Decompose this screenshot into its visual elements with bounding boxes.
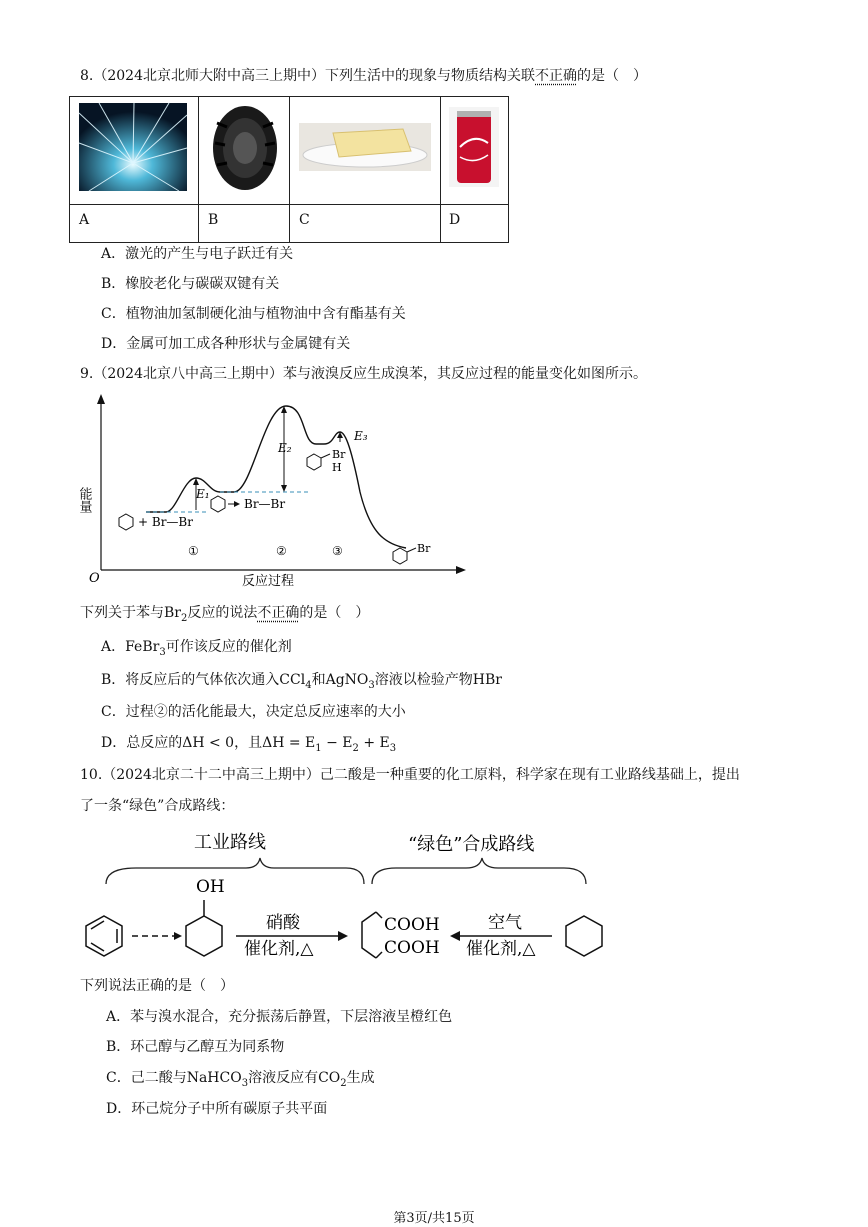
reactants-label: + Br—Br <box>138 515 193 529</box>
intermediate2-br-label: Br <box>332 448 346 461</box>
y-axis-label: 能量 <box>76 487 92 513</box>
intermediate2-h-label: H <box>332 461 342 474</box>
cyclohexane-icon <box>566 916 602 956</box>
green-brace <box>372 858 586 884</box>
butter-image <box>299 123 431 171</box>
q9-question: 下列关于苯与$Br_2$反应的说法不正确的是（ ） <box>80 605 370 624</box>
cooh-label-2: COOH <box>384 938 440 958</box>
e3-label: E₃ <box>354 429 368 443</box>
q8-option-b: B．橡胶老化与碳碳双键有关 <box>101 276 280 292</box>
synthesis-route-diagram <box>76 826 612 966</box>
q8-label-c: C <box>299 212 310 228</box>
q10-option-c: C．己二酸与NaHCO$_3$溶液反应有$CO_2$生成 <box>106 1070 375 1089</box>
q10-option-a: A．苯与溴水混合，充分振荡后静置，下层溶液呈橙红色 <box>106 1009 453 1025</box>
q9-option-d: D．总反应的ΔH < 0，且$\Delta H = E_1 - E_2 + E_3$ <box>101 735 397 754</box>
step-2-label: ② <box>276 544 287 558</box>
q9-option-a: A．FeBr$_3$可作该反应的催化剂 <box>101 639 292 658</box>
q10-option-b: B．环己醇与乙醇互为同系物 <box>106 1039 285 1055</box>
q8-option-c: C．植物油加氢制硬化油与植物油中含有酯基有关 <box>101 306 406 322</box>
q8-option-a: A．激光的产生与电子跃迁有关 <box>101 246 294 262</box>
reagent1-bottom: 催化剂,△ <box>244 939 314 959</box>
industrial-route-label: 工业路线 <box>194 832 266 853</box>
q10-stem-line2: 了一条“绿色”合成路线： <box>80 798 235 814</box>
product-label: Br <box>417 542 431 555</box>
q10-option-d: D．环己烷分子中所有碳原子共平面 <box>106 1101 328 1117</box>
q8-label-a: A <box>79 212 90 228</box>
reagent1-top: 硝酸 <box>266 913 300 933</box>
step-3-label: ③ <box>332 544 343 558</box>
cyclohexanol-icon <box>186 916 222 956</box>
page-footer: 第3页/共15页 <box>393 1211 475 1226</box>
q8-image-table <box>69 96 509 243</box>
green-route-label: “绿色”合成路线 <box>408 834 535 855</box>
e2-label: E₂ <box>278 441 292 455</box>
intermediate1-label: Br—Br <box>244 497 286 511</box>
q8-option-d: D．金属可加工成各种形状与金属键有关 <box>101 336 351 352</box>
industrial-brace <box>106 858 364 884</box>
q10-question: 下列说法正确的是（ ） <box>80 978 234 994</box>
q9-option-b: B．将反应后的气体依次通入CCl$_4$和AgNO$_3$溶液以检验产物HBr <box>101 672 502 691</box>
q9-option-c: C．过程②的活化能最大，决定总反应速率的大小 <box>101 704 406 720</box>
q8-emphasis: 不正确 <box>535 68 577 84</box>
step-1-label: ① <box>188 544 199 558</box>
adipic-acid-skeleton <box>362 912 376 958</box>
q8-label-b: B <box>208 212 219 228</box>
cooh-label-1: COOH <box>384 915 440 935</box>
reagent2-top: 空气 <box>488 913 522 933</box>
q10-stem-line1: 10.（2024北京二十二中高三上期中）己二酸是一种重要的化工原料，科学家在现有工业路线基础上，提出 <box>80 767 740 783</box>
cola-can-image <box>449 107 499 187</box>
laser-image <box>79 103 187 191</box>
oh-label: OH <box>196 877 225 897</box>
e1-label: E₁ <box>196 487 210 501</box>
x-axis-label: 反应过程 <box>242 574 295 589</box>
tire-image <box>209 103 281 193</box>
q8-label-d: D <box>449 212 461 228</box>
reagent2-bottom: 催化剂,△ <box>466 939 536 959</box>
energy-diagram <box>76 392 474 592</box>
benzene-ring-icon <box>119 514 133 530</box>
q9-stem: 9.（2024北京八中高三上期中）苯与液溴反应生成溴苯，其反应过程的能量变化如图所示。 <box>80 366 647 382</box>
origin-label: O <box>89 571 100 586</box>
q8-stem: 8.（2024北京北师大附中高三上期中）下列生活中的现象与物质结构关联不正确的是（ ） <box>80 68 647 84</box>
